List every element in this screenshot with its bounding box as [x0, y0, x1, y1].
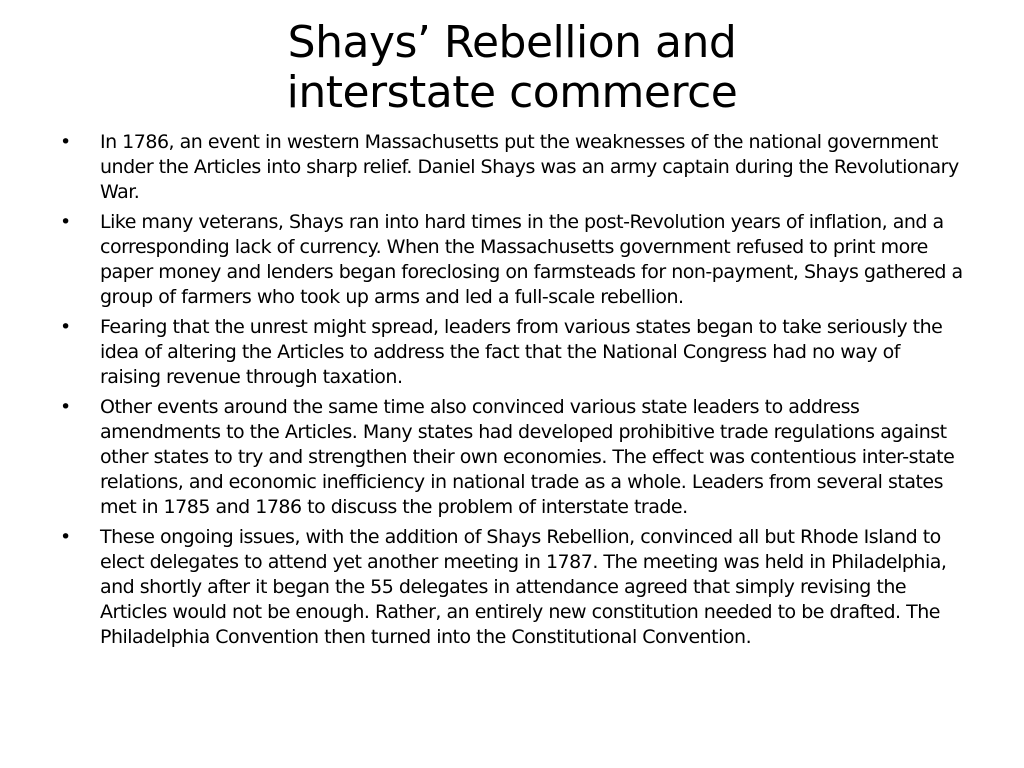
- bullet-icon: •: [60, 131, 71, 153]
- bullet-item: [60, 525, 965, 650]
- bullet-icon: •: [60, 211, 71, 233]
- bullet-icon: •: [60, 316, 71, 338]
- bullet-text: Other events around the same time also convinced various state leaders to address amendments to the Articles. Many states had developed prohibitive trade regulations against other states to try and strengthen their own economies. The effect was contentious inter-state relations, and economic inefficiency in national trade as a whole. Leaders from several states met in 1785 and 1786 to discuss the problem of interstate trade.: [100, 396, 955, 518]
- bullet-icon: •: [60, 526, 71, 548]
- slide-title-line-1: Shays’ Rebellion and: [287, 17, 737, 68]
- bullet-item: [60, 395, 965, 520]
- slide-title: [0, 18, 1024, 118]
- slide-title-line-2: interstate commerce: [286, 67, 738, 118]
- bullet-item: [60, 315, 965, 390]
- bullet-text: These ongoing issues, with the addition of Shays Rebellion, convinced all but Rhode Island to elect delegates to attend yet another meeting in 1787. The meeting was held in Philadelphia, and shortly after it began the 55 delegates in attendance agreed that simply revising the Articles would not be enough. Rather, an entirely new constitution needed to be drafted. The Philadelphia Convention then turned into the Constitutional Convention.: [100, 526, 947, 648]
- bullet-text: Like many veterans, Shays ran into hard times in the post-Revolution years of inflation, and a corresponding lack of currency. When the Massachusetts government refused to print more paper money and lenders began foreclosing on farmsteads for non-payment, Shays gathered a group of farmers who took up arms and led a full-scale rebellion.: [100, 211, 963, 308]
- bullet-list: [60, 130, 965, 655]
- bullet-text: Fearing that the unrest might spread, leaders from various states began to take seriously the idea of altering the Articles to address the fact that the National Congress had no way of raising revenue through taxation.: [100, 316, 943, 388]
- bullet-icon: •: [60, 396, 71, 418]
- bullet-item: [60, 130, 965, 205]
- bullet-item: [60, 210, 965, 310]
- bullet-text: In 1786, an event in western Massachusetts put the weaknesses of the national government under the Articles into sharp relief. Daniel Shays was an army captain during the Revolutionary War.: [100, 131, 959, 203]
